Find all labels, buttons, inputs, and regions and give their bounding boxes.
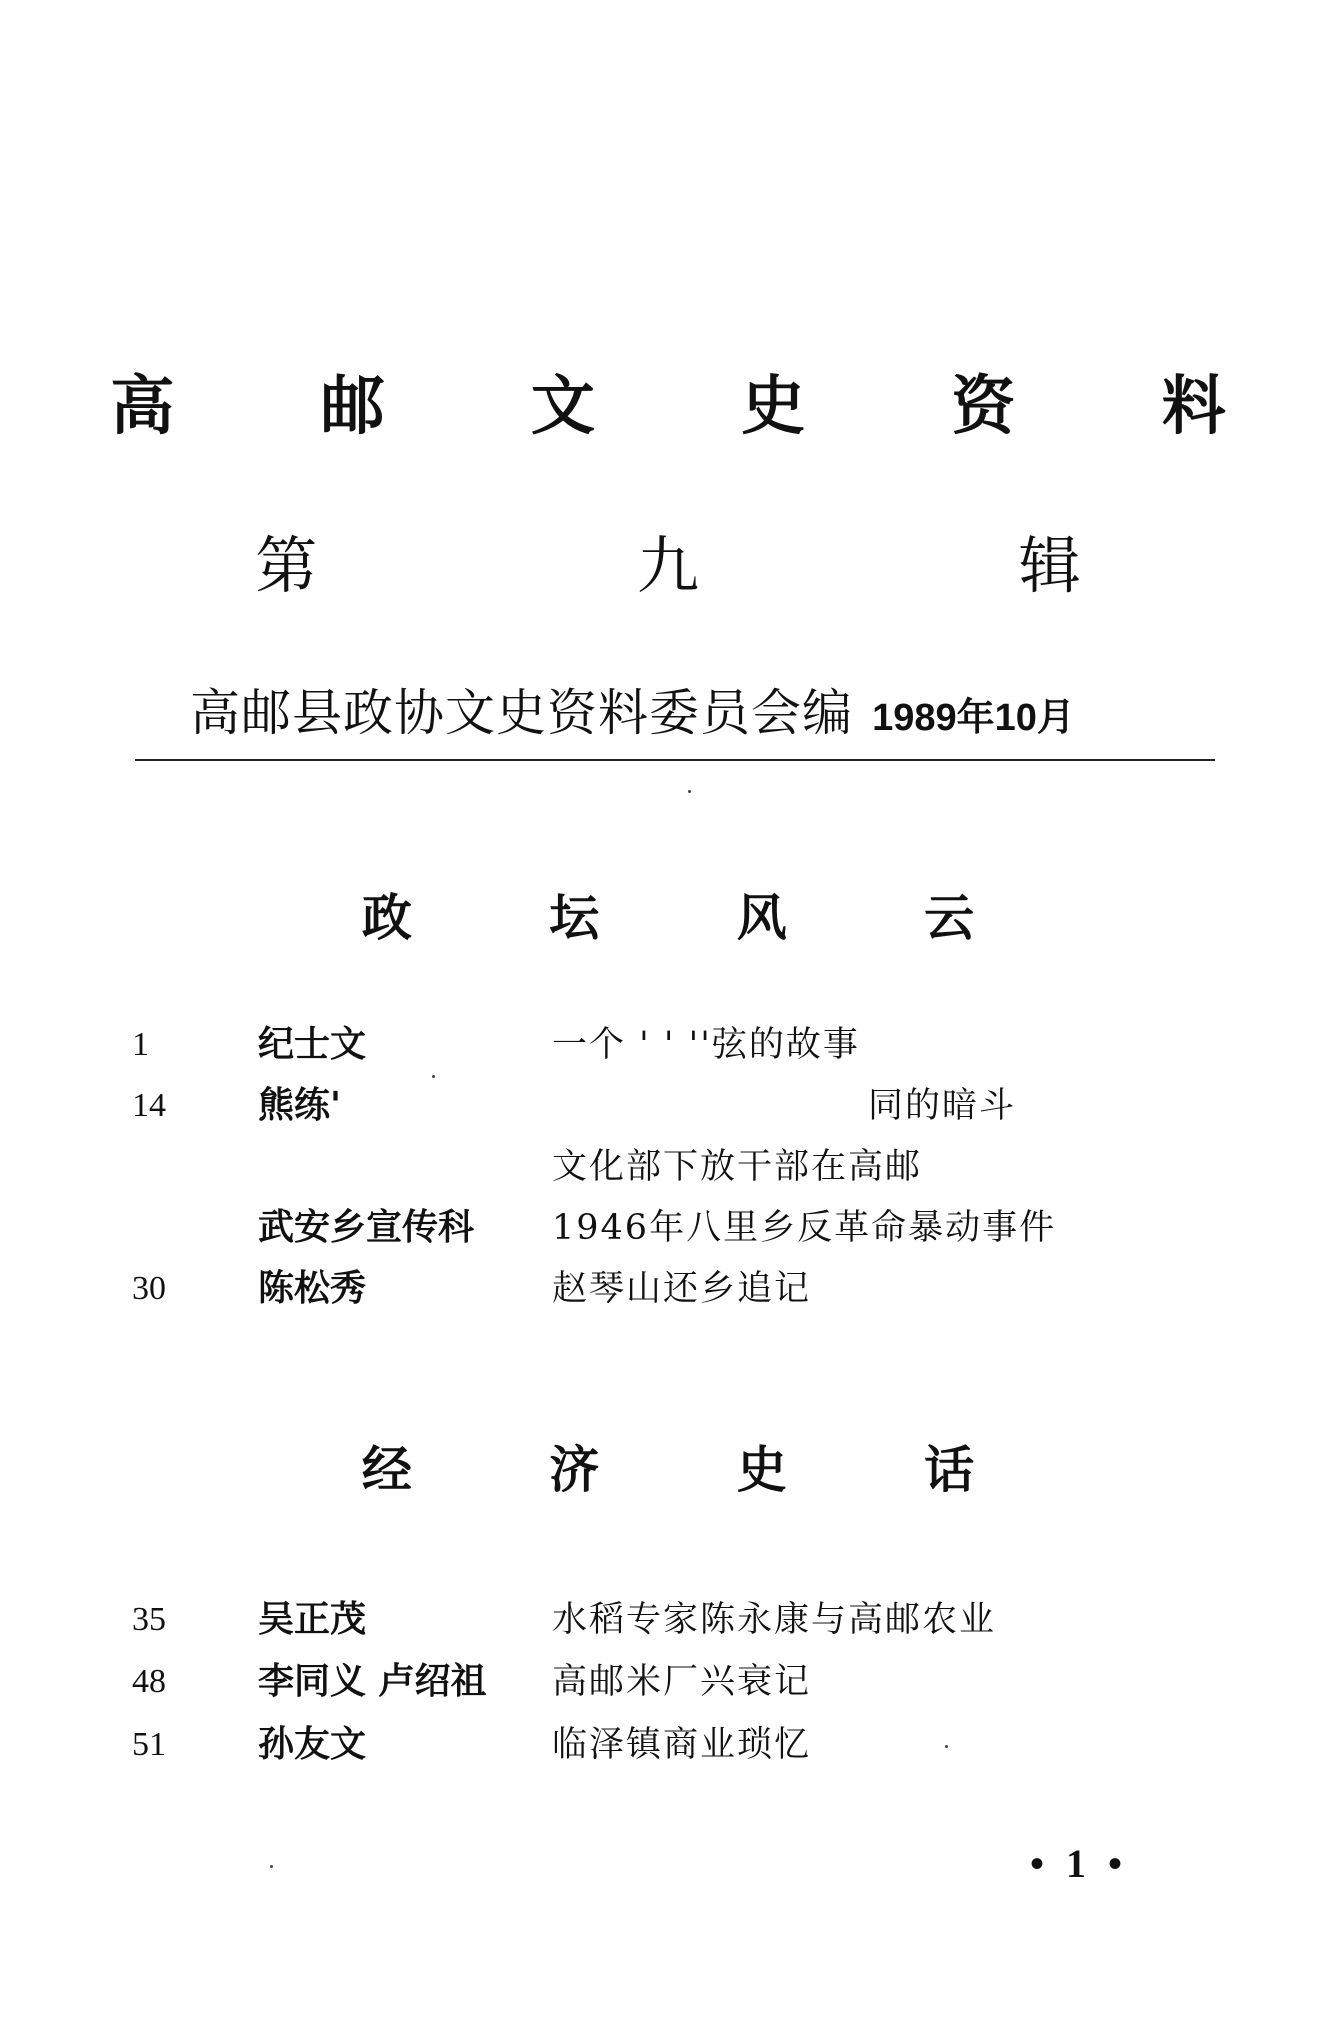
toc-article-title: 高邮米厂兴衰记 — [552, 1662, 812, 1702]
editor-name: 高邮县政协文史资料委员会编 — [190, 684, 853, 742]
toc-page-number: 35 — [132, 1601, 166, 1638]
toc-entry — [0, 1264, 1336, 1314]
scan-speck — [432, 1075, 435, 1078]
publication-date: 1989年10月 — [872, 697, 1075, 739]
header-divider — [135, 759, 1215, 761]
toc-page-number: 48 — [132, 1663, 166, 1700]
toc-article-title: 1946年八里乡反革命暴动事件 — [552, 1208, 1057, 1248]
toc-article-title: 一个 ' ' ''弦的故事 — [552, 1025, 860, 1065]
toc-article-title: 临泽镇商业琐忆 — [552, 1725, 812, 1765]
toc-author: 纪士文 — [258, 1024, 367, 1065]
volume-number: 第 九 辑 — [255, 529, 1231, 602]
scan-speck — [688, 790, 691, 793]
toc-article-title: 文化部下放干部在高邮 — [552, 1147, 923, 1187]
toc-entry — [0, 1657, 1336, 1707]
toc-entry — [0, 1595, 1336, 1645]
toc-article-title: 同的暗斗 — [868, 1086, 1017, 1126]
toc-author: 武安乡宣传科 — [258, 1207, 475, 1248]
toc-author: 孙友文 — [258, 1724, 367, 1765]
toc-page-number: 30 — [132, 1270, 166, 1307]
toc-page-number: 1 — [132, 1026, 149, 1063]
toc-entry — [0, 1720, 1336, 1770]
scan-speck — [945, 1745, 948, 1748]
toc-entry — [0, 1081, 1336, 1131]
toc-author: 陈松秀 — [258, 1268, 367, 1309]
publisher-line — [190, 684, 1075, 742]
toc-article-title: 赵琴山还乡追记 — [552, 1269, 812, 1309]
scan-speck — [270, 1865, 273, 1868]
toc-entry — [0, 1203, 1336, 1253]
toc-article-title: 水稻专家陈永康与高邮农业 — [552, 1600, 997, 1640]
toc-page-number: 51 — [132, 1726, 166, 1763]
toc-entry — [0, 1142, 1336, 1192]
toc-author: 李同义 卢绍祖 — [258, 1661, 487, 1702]
book-title: 高 邮 文 史 资 料 — [110, 370, 1288, 444]
toc-author: 熊练' — [258, 1085, 342, 1126]
toc-page-number: 14 — [132, 1087, 166, 1124]
page-number: • 1 • — [1030, 1841, 1129, 1886]
section-title-politics: 政 坛 风 云 — [361, 889, 1035, 947]
section-title-economy: 经 济 史 话 — [361, 1441, 1035, 1499]
toc-entry — [0, 1020, 1336, 1070]
toc-author: 吴正茂 — [258, 1599, 367, 1640]
